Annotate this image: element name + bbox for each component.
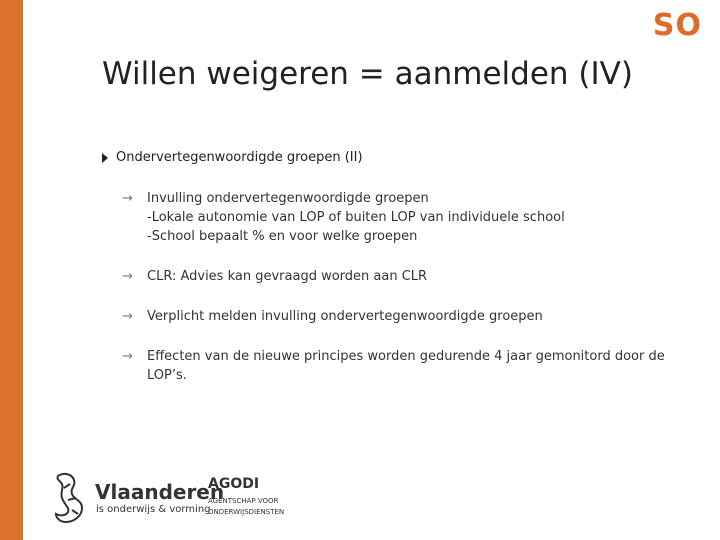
sub-bullet-line: -Lokale autonomie van LOP of buiten LOP van individuele school: [147, 210, 565, 225]
sub-bullet-line: Verplicht melden invulling ondervertegenwoordigde groepen: [147, 309, 543, 324]
sub-bullet: [122, 347, 682, 385]
agodi-tagline: AGENTSCHAP VOOR ONDERWIJSDIENSTEN: [208, 497, 285, 516]
main-bullet-text: Ondervertegenwoordigde groepen (II): [116, 150, 363, 165]
arrow-bullet-icon: →: [122, 349, 133, 364]
sub-bullet-line: Invulling ondervertegenwoordigde groepen: [147, 191, 429, 206]
sub-bullet-line: Effecten van de nieuwe principes worden gedurende 4 jaar gemonitord door de LOP’s.: [147, 349, 665, 383]
arrow-bullet-icon: →: [122, 269, 133, 284]
triangle-bullet-icon: [102, 153, 108, 163]
vlaanderen-tagline: is onderwijs & vorming: [96, 504, 211, 515]
sub-bullet: [122, 189, 682, 246]
flemish-lion-icon: [50, 470, 90, 528]
arrow-bullet-icon: →: [122, 309, 133, 324]
slide-title: Willen weigeren = aanmelden (IV): [102, 56, 633, 92]
agodi-logo-text: AGODI: [208, 476, 260, 492]
footer-logos: [50, 470, 310, 530]
so-logo: SO: [652, 8, 702, 43]
main-bullet: [102, 150, 682, 165]
slide-content: [102, 150, 682, 406]
arrow-bullet-icon: →: [122, 191, 133, 206]
sub-bullet: [122, 267, 682, 286]
vlaanderen-logo-text: Vlaanderen: [95, 480, 225, 504]
left-accent-bar: [0, 0, 23, 540]
sub-bullet-line: CLR: Advies kan gevraagd worden aan CLR: [147, 269, 428, 284]
sub-bullet: [122, 307, 682, 326]
sub-bullet-line: -School bepaalt % en voor welke groepen: [147, 229, 418, 244]
